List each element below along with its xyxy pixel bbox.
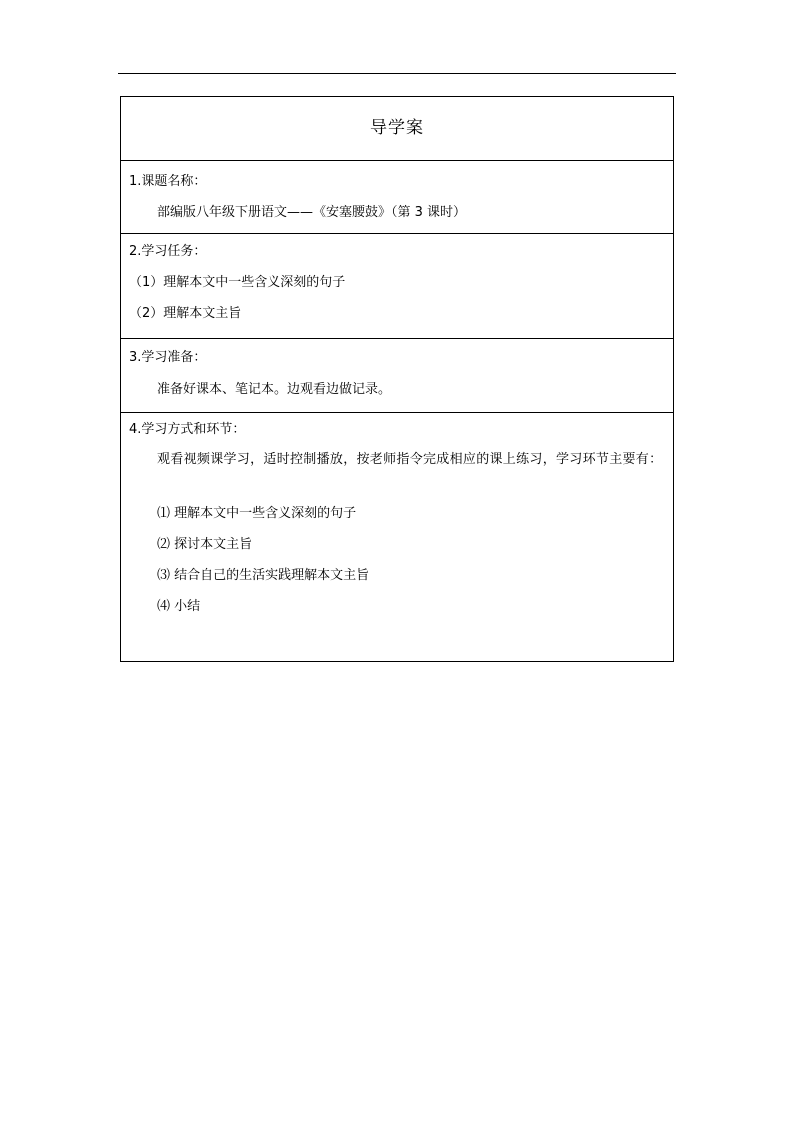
document-title: 导学案 (370, 118, 424, 138)
section-course-name (121, 160, 673, 233)
header-rule (118, 73, 676, 74)
section-learning-methods (121, 412, 673, 661)
step-item: ⑶ 结合自己的生活实践理解本文主旨 (157, 568, 370, 583)
section-heading: 2.学习任务： (129, 244, 207, 259)
section-preparation (121, 338, 673, 412)
section-heading: 3.学习准备： (129, 350, 207, 365)
study-guide-table (120, 96, 674, 662)
methods-intro-paragraph: 观看视频课学习，适时控制播放，按老师指令完成相应的课上练习，学习环节主要有： (157, 452, 663, 467)
step-item: ⑵ 探讨本文主旨 (157, 537, 253, 552)
section-heading: 1.课题名称： (129, 174, 207, 189)
task-item: （1）理解本文中一些含义深刻的句子 (129, 275, 346, 290)
section-heading: 4.学习方式和环节： (129, 422, 246, 437)
title-row (121, 97, 673, 160)
task-item: （2）理解本文主旨 (129, 306, 242, 321)
step-item: ⑷ 小结 (157, 599, 201, 614)
section-learning-tasks (121, 233, 673, 338)
course-name-text: 部编版八年级下册语文——《安塞腰鼓》（第 3 课时） (157, 205, 467, 220)
step-item: ⑴ 理解本文中一些含义深刻的句子 (157, 506, 357, 521)
preparation-text: 准备好课本、笔记本。边观看边做记录。 (157, 382, 392, 397)
